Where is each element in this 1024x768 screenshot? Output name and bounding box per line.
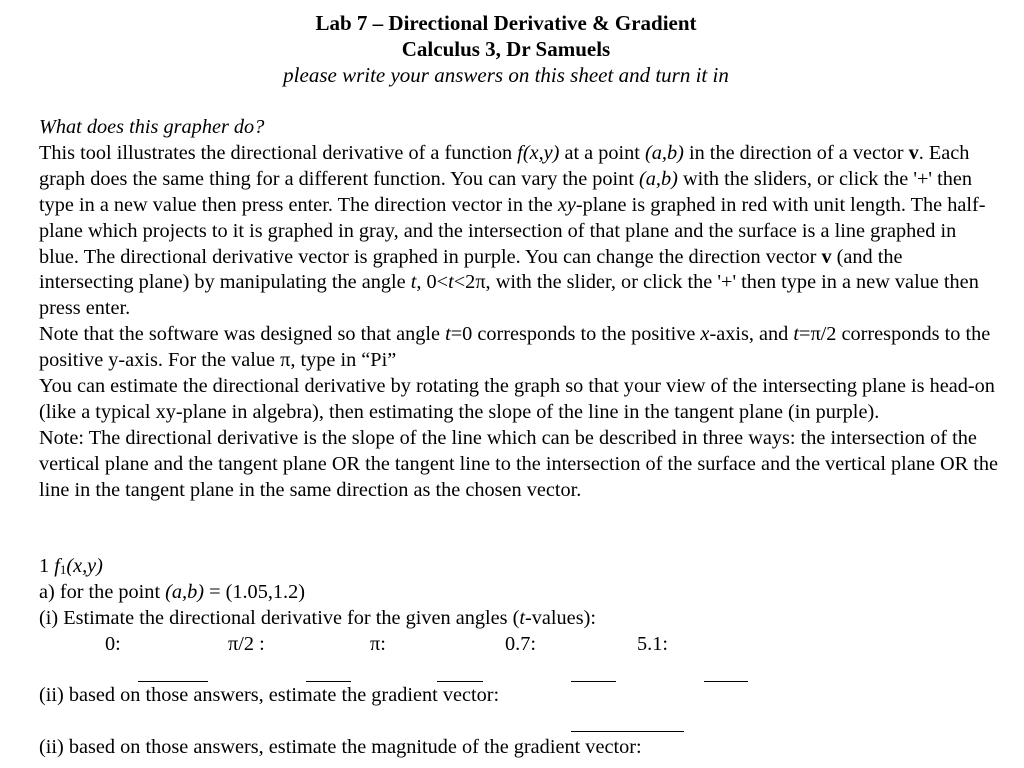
question-ii-magnitude: (ii) based on those answers, estimate the magnitude of the gradient vector: xyxy=(39,736,642,758)
intro-paragraph-4: Note: The directional derivative is the slope of the line which can be described in three ways: the intersection of the vertical plane and the tangent plane OR the tangent line to the intersection of the surface and the vertical plane OR the line in the tangent plane in the same direction as the chosen vector. xyxy=(39,426,999,501)
angle-label-0-7: 0.7: xyxy=(505,633,536,655)
answer-blank-angle-0[interactable] xyxy=(138,681,208,682)
intro-question: What does this grapher do? xyxy=(39,116,265,138)
problem-1-heading: 1 $f_1(x,y)$ xyxy=(39,555,103,577)
angle-label-pi: π: xyxy=(370,633,386,655)
part-a-point: a) for the point (a,b) = (1.05,1.2) xyxy=(39,581,306,603)
answer-blank-gradient[interactable] xyxy=(571,731,684,732)
intro-paragraph-1: This tool illustrates the directional derivative of a function f(x,y) at a point (a,b) in the direction of a vector v. Each graph does the same thing for a different function. You can vary the point (a,b) with the sliders, or click the '+' then type in a new value then press enter. The direction vector in the xy-plane is graphed in red with unit length. The half-plane which projects to it is graphed in gray, and the intersection of that plane and the surface is a line graphed in blue. The directional derivative vector is graphed in purple. You can change the direction vector v (and the intersecting plane) by manipulating the angle t, 0<t<2π, with the slider, or click the '+' then type in a new value then press enter. xyxy=(39,141,986,320)
lab-title: Lab 7 – Directional Derivative & Gradient xyxy=(315,11,697,35)
question-ii-gradient: (ii) based on those answers, estimate the gradient vector: xyxy=(39,684,500,706)
answer-blank-angle-0-7[interactable] xyxy=(571,681,616,682)
angle-label-5-1: 5.1: xyxy=(637,633,668,655)
answer-blank-angle-5-1[interactable] xyxy=(704,681,748,682)
angle-label-pi-over-2: π/2 : xyxy=(228,633,265,655)
course-line: Calculus 3, Dr Samuels xyxy=(401,37,611,61)
intro-paragraph-3: You can estimate the directional derivative by rotating the graph so that your view of the intersecting plane is head-on (like a typical xy-plane in algebra), then estimating the slope of the line in the tangent plane (in purple). xyxy=(39,375,995,423)
answer-blank-angle-pi-over-2[interactable] xyxy=(306,681,351,682)
angle-label-0: 0: xyxy=(105,633,121,655)
answer-blank-angle-pi[interactable] xyxy=(437,681,483,682)
question-i: (i) Estimate the directional derivative for the given angles (t-values): xyxy=(39,607,596,629)
intro-section xyxy=(39,115,999,504)
instructions-line: please write your answers on this sheet and turn it in xyxy=(283,63,729,87)
intro-paragraph-2: Note that the software was designed so that angle t=0 corresponds to the positive x-axis, and t=π/2 corresponds to the positive y-axis. For the value π, type in “Pi” xyxy=(39,323,991,372)
